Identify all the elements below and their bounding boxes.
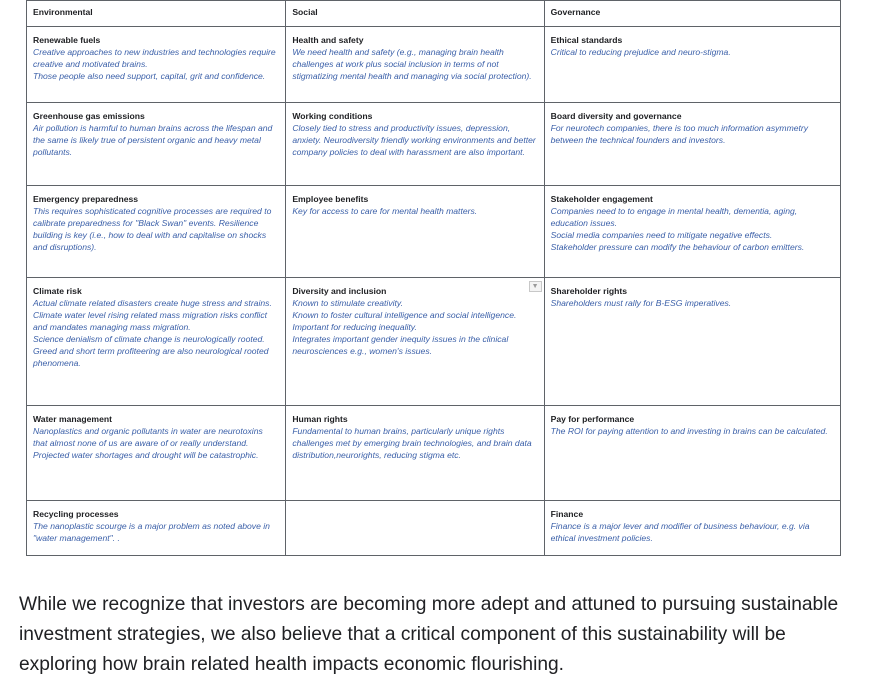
- cell-body: Creative approaches to new industries and technologies require creative and motivated brains. Those people also need support, capital, grit and confidence.: [33, 47, 276, 81]
- table-cell[interactable]: [286, 186, 544, 278]
- cell-body: Companies need to to engage in mental health, dementia, aging, education issues. Social media companies need to mitigate negative effects. Stakeholder pressure can modify the behaviour of carbon emitters.: [550, 206, 805, 252]
- cell-body: Fundamental to human brains, particularly unique rights challenges met by emerging brain technologies, and brain data distribution,neurorights, reducing stigma etc.: [292, 426, 532, 460]
- table-row: [27, 27, 841, 103]
- header-governance: Governance: [544, 1, 840, 27]
- cell-title: Greenhouse gas emissions: [33, 111, 145, 121]
- table-cell[interactable]: [27, 103, 286, 186]
- cell-title: Board diversity and governance: [550, 111, 682, 121]
- table-cell[interactable]: [544, 501, 840, 556]
- cell-body: Closely tied to stress and productivity issues, depression, anxiety. Neurodiversity friendly working environments and better company policies to deal with harassment are also important.: [292, 123, 536, 157]
- table-cell[interactable]: [286, 278, 544, 406]
- cell-title: Shareholder rights: [550, 286, 628, 296]
- table-cell[interactable]: [544, 278, 840, 406]
- cell-body: Nanoplastics and organic pollutants in water are neurotoxins that almost none of us are aware of or really understand. Projected water shortages and drought will be catastrophic.: [33, 426, 263, 460]
- cell-title: Ethical standards: [550, 35, 623, 45]
- table-cell[interactable]: [27, 27, 286, 103]
- table-cell[interactable]: [544, 406, 840, 501]
- header-social: Social: [286, 1, 544, 27]
- table-cell[interactable]: [544, 186, 840, 278]
- table-row: [27, 501, 841, 556]
- table-cell-empty[interactable]: [286, 501, 544, 556]
- table-cell[interactable]: [286, 406, 544, 501]
- cell-title: Renewable fuels: [33, 35, 101, 45]
- table-cell[interactable]: [27, 186, 286, 278]
- table-row: [27, 186, 841, 278]
- table-row: [27, 278, 841, 406]
- table-cell[interactable]: [544, 27, 840, 103]
- cell-title: Water management: [33, 414, 112, 424]
- cell-title: Finance: [550, 509, 584, 519]
- body-paragraph: While we recognize that investors are becoming more adept and attuned to pursuing sustainable investment strategies, we also believe that a critical component of this sustainability will be exploring how brain related health impacts economic flourishing.: [19, 594, 839, 675]
- cell-body: Critical to reducing prejudice and neuro-stigma.: [550, 47, 731, 57]
- cell-body: The ROI for paying attention to and investing in brains can be calculated.: [550, 426, 828, 436]
- cell-title: Human rights: [292, 414, 348, 424]
- cell-body: Actual climate related disasters create huge stress and strains. Climate water level rising related mass migration risks conflict and mandates managing mass migration. Science denialism of climate change is neurologically rooted. Greed and short term profiteering are also neurological rooted phenomena.: [33, 298, 272, 368]
- header-row: [27, 1, 841, 27]
- cell-body: For neurotech companies, there is too much information asymmetry between the technical founders and investors.: [550, 123, 809, 145]
- cell-body: This requires sophisticated cognitive processes are required to calibrate preparedness for "Black Swan" events. Resilience building is key (i.e., how to deal with and capitalise on shocks and disruptions).: [33, 206, 272, 252]
- table-cell[interactable]: [27, 406, 286, 501]
- cell-body: Air pollution is harmful to human brains across the lifespan and the same is likely true of persistent organic and heavy metal pollutants.: [33, 123, 273, 157]
- table-cell[interactable]: [27, 278, 286, 406]
- table-row: [27, 406, 841, 501]
- cell-body: Finance is a major lever and modifier of business behaviour, e.g. via ethical investment policies.: [550, 521, 810, 543]
- cell-title: Pay for performance: [550, 414, 635, 424]
- cell-title: Stakeholder engagement: [550, 194, 653, 204]
- cell-title: Diversity and inclusion: [292, 286, 387, 296]
- cell-body: Key for access to care for mental health matters.: [292, 206, 478, 216]
- cell-title: Working conditions: [292, 111, 373, 121]
- cell-title: Climate risk: [33, 286, 82, 296]
- cell-title: Health and safety: [292, 35, 364, 45]
- table-cell[interactable]: [286, 27, 544, 103]
- cell-body: Known to stimulate creativity. Known to foster cultural intelligence and social intelligence. Important for reducing inequality. Integrates important gender inequity issues in the clinical neurosciences e.g., women's issues.: [292, 298, 517, 356]
- table-cell[interactable]: [286, 103, 544, 186]
- cell-body: We need health and safety (e.g., managing brain health challenges at work plus social inclusion in terms of not stigmatizing mental health and managing via social protection).: [292, 47, 532, 81]
- table-row: [27, 103, 841, 186]
- cell-title: Emergency preparedness: [33, 194, 139, 204]
- header-environmental: Environmental: [27, 1, 286, 27]
- chevron-down-icon[interactable]: ▼: [529, 281, 542, 292]
- table-cell[interactable]: [544, 103, 840, 186]
- table-cell[interactable]: [27, 501, 286, 556]
- cell-title: Recycling processes: [33, 509, 119, 519]
- esg-table: [26, 0, 841, 556]
- cell-body: Shareholders must rally for B-ESG imperatives.: [550, 298, 732, 308]
- cell-title: Employee benefits: [292, 194, 369, 204]
- cell-body: The nanoplastic scourge is a major problem as noted above in "water management". .: [33, 521, 270, 543]
